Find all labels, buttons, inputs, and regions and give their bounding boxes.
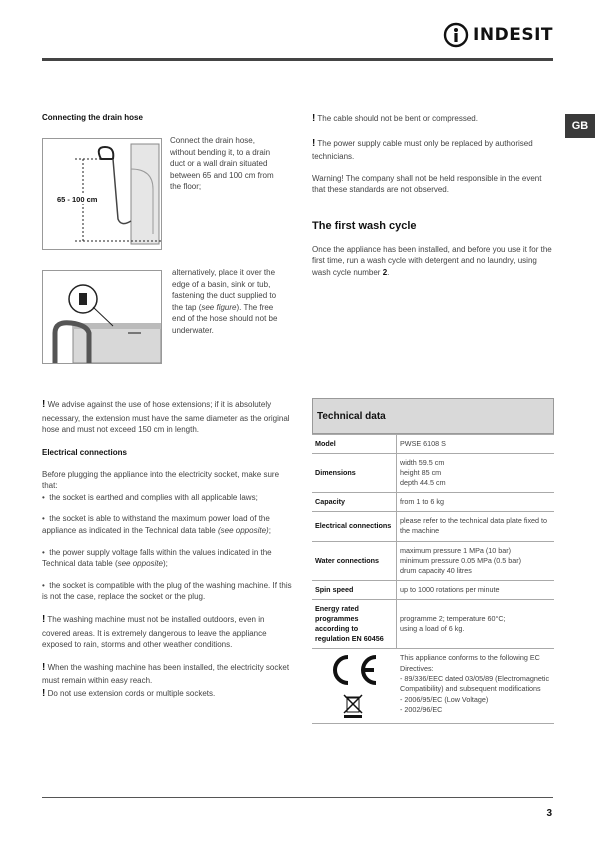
tech-row (312, 512, 554, 541)
drain-heading: Connecting the drain hose (42, 113, 143, 122)
tech-row (312, 599, 554, 648)
electrical-section (42, 398, 292, 701)
tech-label: Dimensions (312, 454, 397, 493)
drain-section (42, 113, 143, 122)
tech-value (397, 580, 555, 599)
ce-mark-icon (324, 653, 382, 687)
drain-hose-basin-illustration (43, 271, 161, 363)
tech-label: Electrical connections (312, 512, 397, 541)
directive-line: This appliance conforms to the following EC Directives: (400, 653, 540, 673)
drain-figure-basin (42, 270, 162, 364)
tech-row (312, 435, 554, 454)
bullet-earthed: • the socket is earthed and complies with all applicable laws; (42, 492, 258, 502)
tech-value-line: width 59.5 cm (400, 458, 445, 468)
tech-value (397, 493, 555, 512)
warning-outdoors: ! The washing machine must not be installed outdoors, even in covered areas. It is extremely dangerous to leave the appliance exposed to rain, storms and other weather conditions. (42, 614, 267, 650)
tech-row (312, 580, 554, 599)
tech-label: Spin speed (312, 580, 397, 599)
drain-basin-instructions: alternatively, place it over the edge of a basin, sink or tub, fastening the duct supplied to the tap (see figure). The free end of the hose should not be underwater. (172, 268, 278, 335)
cable-note: ! The cable should not be bent or compressed. (312, 113, 478, 124)
electrical-intro: Before plugging the appliance into the electricity socket, make sure that: (42, 469, 280, 491)
tech-row (312, 493, 554, 512)
drain-figure-wall (42, 138, 162, 250)
tech-value (397, 435, 555, 454)
bottom-rule (42, 797, 553, 798)
top-rule (42, 58, 553, 61)
directives-list (394, 653, 554, 719)
weee-bin-icon (342, 693, 364, 719)
tech-value (397, 541, 555, 580)
tech-value-line: up to 1000 rotations per minute (400, 584, 500, 594)
drain-hose-wall-illustration (43, 139, 161, 249)
warning-socket-reach: ! When the washing machine has been installed, the electricity socket must remain within easy reach. (42, 661, 290, 686)
warning-extension-cords: ! Do not use extension cords or multiple sockets. (42, 687, 216, 699)
tech-row (312, 541, 554, 580)
tech-label: Energy rated programmes according to regulation EN 60456 (312, 599, 397, 648)
tech-value (397, 599, 555, 648)
responsibility-warning: Warning! The company shall not be held responsible in the event that these standards are not observed. (312, 173, 542, 195)
tech-value-line: depth 44.5 cm (400, 478, 446, 488)
tech-label: Water connections (312, 541, 397, 580)
page-number: 3 (546, 808, 552, 819)
drain-wall-instructions: Connect the drain hose, without bending it, to a drain duct or a wall drain situated between 65 and 100 cm from the floor; (170, 136, 274, 192)
tech-value-line: drum capacity 40 litres (400, 565, 472, 575)
tech-value-line: height 85 cm (400, 468, 442, 478)
language-tab: GB (565, 114, 595, 138)
extension-note: ! We advise against the use of hose extensions; if it is absolutely necessary, the extension must have the same diameter as the original hose and must not exceed 150 cm in length. (42, 399, 290, 435)
tech-label: Capacity (312, 493, 397, 512)
right-column (312, 112, 552, 279)
directive-line: - 89/336/EEC dated 03/05/89 (Electromagnetic Compatibility) and subsequent modifications (400, 674, 550, 694)
tech-value-line: from 1 to 6 kg (400, 497, 444, 507)
tech-value-line: please refer to the technical data plate fixed to the machine (400, 516, 548, 536)
tech-value-line: programme 2; temperature 60°C; (400, 613, 506, 623)
power-cable-note: ! The power supply cable must only be replaced by authorised technicians. (312, 137, 533, 161)
first-wash-heading: The first wash cycle (312, 219, 417, 232)
bullet-voltage: • the power supply voltage falls within the values indicated in the Technical data table (see opposite); (42, 547, 272, 569)
tech-value-line: minimum pressure 0.05 MPa (0.5 bar) (400, 555, 522, 565)
tech-label: Model (312, 435, 397, 454)
tech-title: Technical data (312, 398, 554, 434)
indesit-logo-icon (443, 22, 469, 48)
first-wash-text: Once the appliance has been installed, and before you use it for the first time, run a wash cycle with detergent and no laundry, using wash cycle number 2. (312, 244, 552, 277)
tech-value-line: PWSE 6108 S (400, 439, 446, 448)
bullet-plug: • the socket is compatible with the plug of the washing machine. If this is not the case, replace the socket or the plug. (42, 580, 292, 602)
tech-value (397, 454, 555, 493)
tech-value-line: using a load of 6 kg. (400, 624, 465, 634)
brand-name: INDESIT (473, 25, 553, 45)
tech-value-line: maximum pressure 1 MPa (10 bar) (400, 545, 512, 555)
bullet-power-load: • the socket is able to withstand the maximum power load of the appliance as indicated in the Technical data table (see opposite); (42, 514, 271, 536)
height-range-label: 65 - 100 cm (57, 195, 98, 204)
ce-row (312, 649, 554, 724)
tech-value (397, 512, 555, 541)
electrical-heading: Electrical connections (42, 447, 127, 457)
brand-logo (443, 22, 553, 48)
technical-data (312, 398, 554, 724)
directive-line: - 2006/95/EC (Low Voltage) (400, 694, 489, 704)
tech-table (312, 434, 554, 649)
ce-symbols (312, 653, 394, 719)
tech-row (312, 454, 554, 493)
directive-line: - 2002/96/EC (400, 705, 443, 715)
